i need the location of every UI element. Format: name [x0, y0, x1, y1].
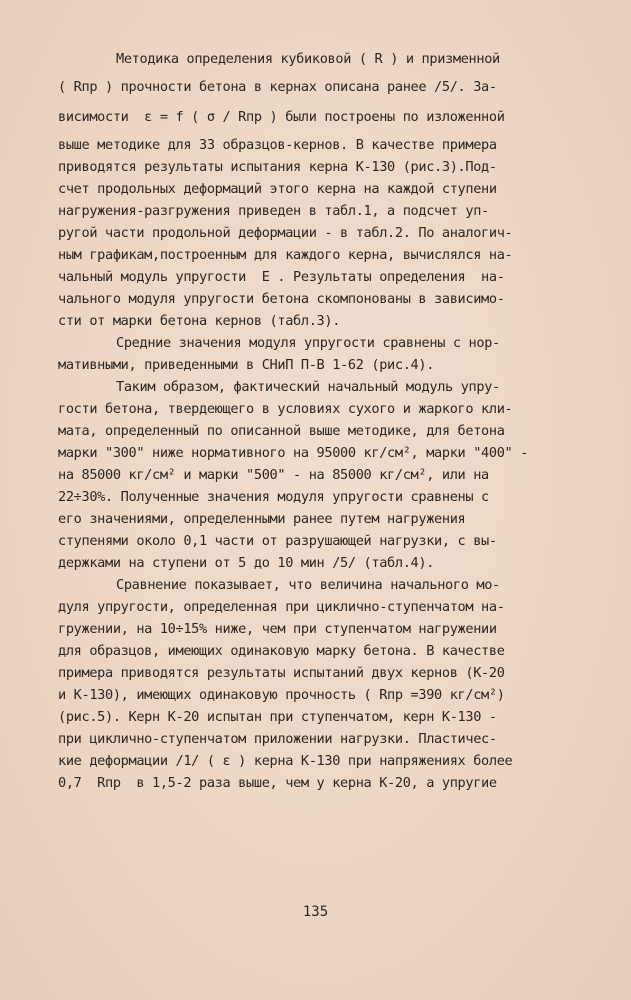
text-line: счет продольных деформаций этого керна на каждой ступени [58, 181, 497, 197]
text-line: мативными, приведенными в СНиП П-В 1-62 (рис.4). [58, 357, 435, 373]
page-number: 135 [302, 904, 329, 920]
text-line: на 85000 кг/см² и марки "500" - на 85000 кг/см², или на [58, 467, 489, 483]
text-line: при циклично-ступенчатом приложении нагрузки. Пластичес- [58, 731, 497, 747]
text-line: ( Rпр ) прочности бетона в кернах описана ранее /5/. За- [58, 79, 497, 95]
text-line: чальный модуль упругости E . Результаты определения на- [58, 269, 505, 285]
text-line: для образцов, имеющих одинаковую марку бетона. В качестве [58, 643, 505, 659]
text-line: Таким образом, фактический начальный модуль упру- [116, 379, 500, 395]
text-line: 22÷30%. Полученные значения модуля упругости сравнены с [58, 489, 489, 505]
text-line: Средние значения модуля упругости сравнены с нор- [116, 335, 500, 351]
text-line: марки "300" ниже нормативного на 95000 кг/см², марки "400" - [58, 445, 529, 461]
text-line: нагружения-разгружения приведен в табл.1, а подсчет уп- [58, 203, 489, 219]
text-line: ругой части продольной деформации - в табл.2. По аналогич- [58, 225, 513, 241]
text-line: и К-130), имеющих одинаковую прочность ( Rпр =390 кг/см²) [58, 687, 505, 703]
text-line: примера приводятся результаты испытаний двух кернов (К-20 [58, 665, 505, 681]
text-line: сти от марки бетона кернов (табл.3). [58, 313, 341, 329]
text-line: дуля упругости, определенная при циклично-ступенчатом на- [58, 599, 505, 615]
text-line: кие деформации /1/ ( ε ) керна К-130 при напряжениях более [58, 753, 513, 769]
text-line: мата, определенный по описанной выше методике, для бетона [58, 423, 505, 439]
text-line: гости бетона, твердеющего в условиях сухого и жаркого кли- [58, 401, 513, 417]
text-line: ступенями около 0,1 части от разрушающей нагрузки, с вы- [58, 533, 497, 549]
text-line: его значениями, определенными ранее путем нагружения [58, 511, 466, 527]
text-line: Методика определения кубиковой ( R ) и призменной [116, 51, 500, 67]
text-line: (рис.5). Керн К-20 испытан при ступенчатом, керн К-130 - [58, 709, 497, 725]
text-line: держками на ступени от 5 до 10 мин /5/ (табл.4). [58, 555, 435, 571]
text-line: Сравнение показывает, что величина начального мо- [116, 577, 500, 593]
text-line: висимости ε = f ( σ / Rпр ) были построены по изложенной [58, 109, 505, 125]
text-line: 0,7 Rпр в 1,5-2 раза выше, чем у керна К-20, а упругие [58, 775, 497, 791]
text-line: гружении, на 10÷15% ниже, чем при ступенчатом нагружении [58, 621, 497, 637]
text-line: приводятся результаты испытания керна К-130 (рис.3).Под- [58, 159, 497, 175]
text-line: выше методике для 33 образцов-кернов. В качестве примера [58, 137, 497, 153]
text-line: ным графикам,построенным для каждого керна, вычислялся на- [58, 247, 513, 263]
text-line: чального модуля упругости бетона скомпонованы в зависимо- [58, 291, 505, 307]
